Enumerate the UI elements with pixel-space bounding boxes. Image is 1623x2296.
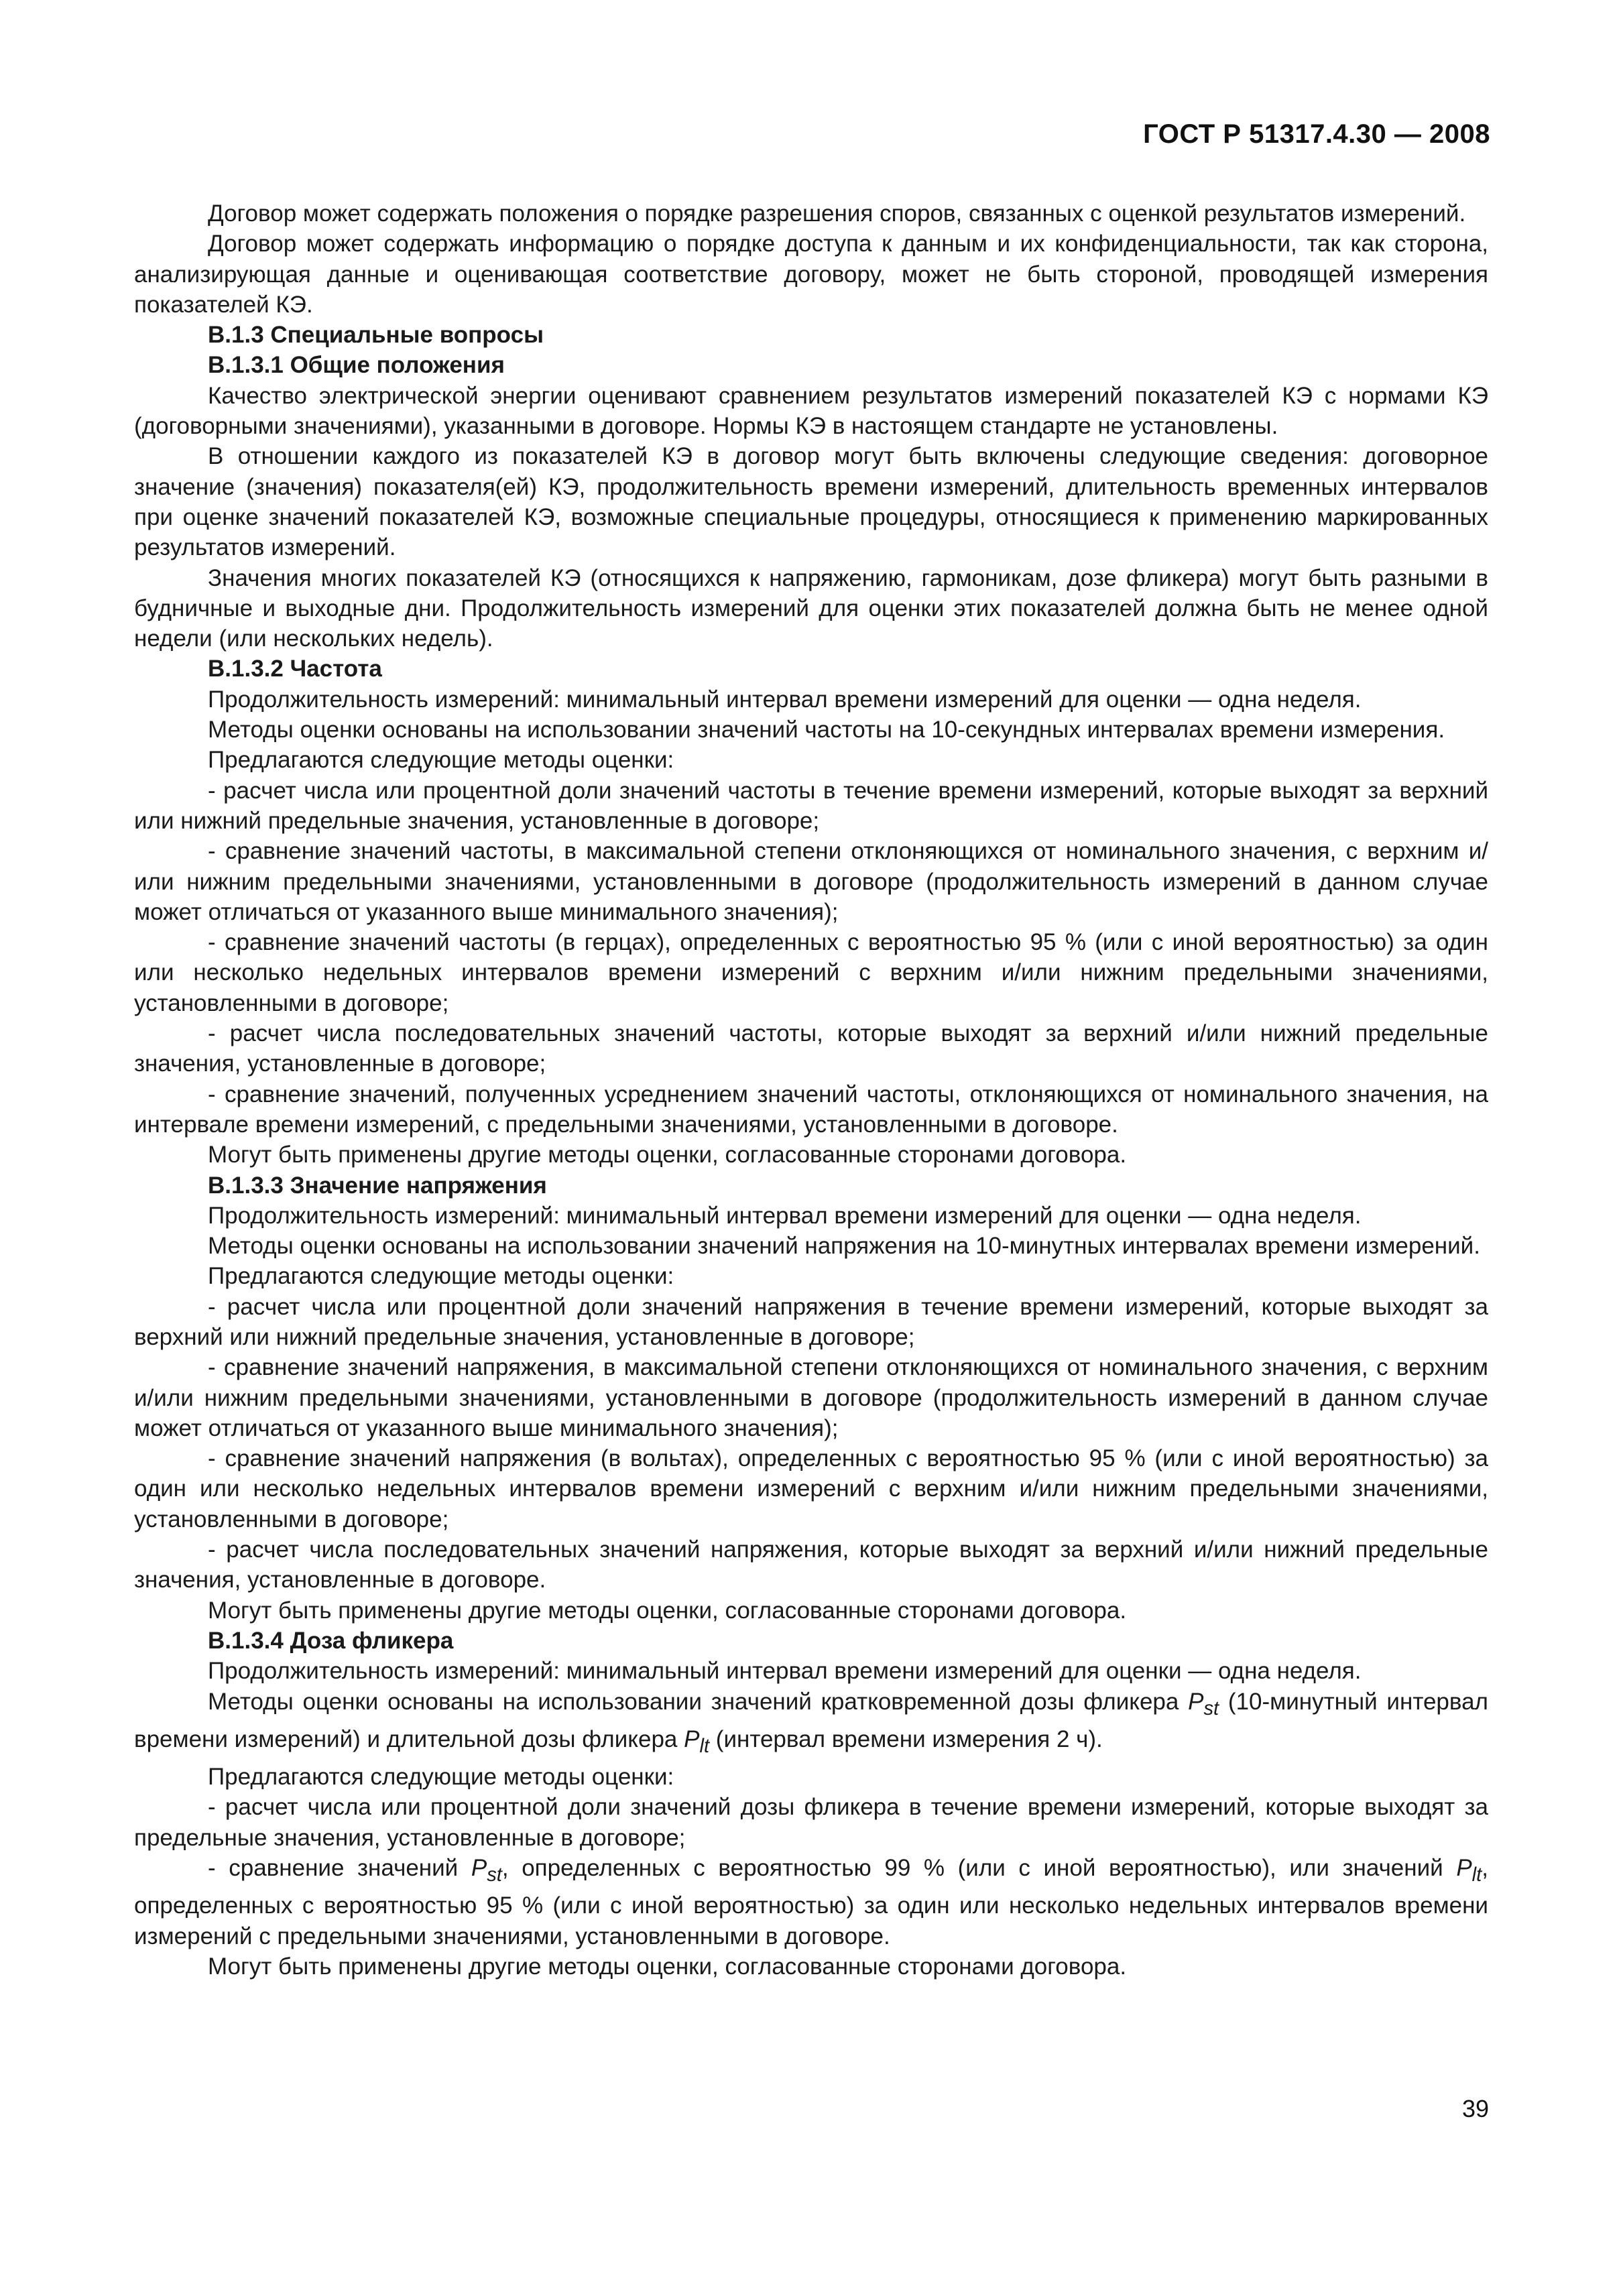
subsection-heading: В.1.3.1 Общие положения	[208, 352, 505, 379]
list-item: - расчет числа последовательных значений частоты, которые выходят за верхний и/или нижний предельные значения, установленные в договоре;	[134, 1020, 1488, 1077]
paragraph: В отношении каждого из показателей КЭ в договор могут быть включены следующие сведения: договорное значение (значения) показателя(ей) КЭ, продолжительность времени измерений, длительность временных интервалов при оценке значений показателей КЭ, возможные специальные процедуры, относящиеся к применению маркированных результатов измерений.	[134, 443, 1488, 561]
list-item: - расчет числа или процентной доли значений частоты в течение времени измерений, которые выходят за верхний или нижний предельные значения, установленные в договоре;	[134, 777, 1488, 834]
list-item: - расчет числа или процентной доли значений напряжения в течение времени измерений, которые выходят за верхний или нижний предельные значения, установленные в договоре;	[134, 1293, 1488, 1350]
document-header: ГОСТ Р 51317.4.30 — 2008	[1143, 119, 1490, 149]
list-item: - сравнение значений, полученных усреднением значений частоты, отклоняющихся от номинального значения, на интервале времени измерений, с предельными значениями, установленными в договоре.	[134, 1081, 1488, 1138]
paragraph: Предлагаются следующие методы оценки:	[208, 1764, 674, 1791]
list-item: - сравнение значений частоты (в герцах), определенных с вероятностью 95 % (или с иной вероятностью) за один или несколько недельных интервалов времени измерений с верхним и/или нижним предельными значениями, установленными в договоре;	[134, 929, 1488, 1016]
paragraph: Могут быть применены другие методы оценки, согласованные сторонами договора.	[208, 1953, 1127, 1980]
symbol-lt: lt	[1471, 1864, 1482, 1886]
paragraph: Продолжительность измерений: минимальный интервал времени измерений для оценки — одна неделя.	[208, 1202, 1362, 1229]
text-fragment: , определенных с вероятностью 99 % (или с иной вероятностью), или значений	[501, 1855, 1443, 1882]
symbol-p: P	[684, 1726, 700, 1752]
symbol-p: P	[471, 1855, 487, 1882]
section-heading: В.1.3 Специальные вопросы	[208, 322, 544, 349]
paragraph: Методы оценки основаны на использовании значений напряжения на 10-минутных интервалах времени измерений.	[208, 1233, 1480, 1260]
paragraph: Могут быть применены другие методы оценки, согласованные сторонами договора.	[208, 1142, 1127, 1168]
paragraph: Значения многих показателей КЭ (относящихся к напряжению, гармоникам, дозе фликера) могут быть разными в будничные и выходные дни. Продолжительность измерений для оценки этих показателей должна быть не менее одной недели (или нескольких недель).	[134, 564, 1488, 652]
symbol-st: st	[1203, 1697, 1219, 1719]
list-item: - расчет числа или процентной доли значений дозы фликера в течение времени измерений, которые выходят за предельные значения, установленные в договоре;	[134, 1794, 1488, 1851]
paragraph: Продолжительность измерений: минимальный интервал времени измерений для оценки — одна неделя.	[208, 1658, 1362, 1685]
page-number: 39	[1461, 2095, 1489, 2122]
subsection-heading: В.1.3.2 Частота	[208, 656, 382, 682]
symbol-lt: lt	[699, 1735, 710, 1757]
paragraph: Методы оценки основаны на использовании значений частоты на 10-секундных интервалах времени измерения.	[208, 717, 1445, 743]
symbol-p: P	[1188, 1688, 1204, 1715]
paragraph: Продолжительность измерений: минимальный интервал времени измерений для оценки — одна неделя.	[208, 686, 1362, 713]
text-fragment: , определенных с вероятностью 95 % (или с иной вероятностью) за один или несколько недельных интервалов времени измерений с предельными значениями, установленными в договоре.	[134, 1855, 1488, 1949]
paragraph: Предлагаются следующие методы оценки:	[208, 747, 674, 774]
paragraph	[134, 1687, 1488, 1762]
symbol-st: st	[487, 1864, 502, 1886]
text-fragment: (интервал времени измерения 2 ч).	[715, 1726, 1103, 1752]
list-item: - сравнение значений частоты, в максимальной степени отклоняющихся от номинального значения, с верхним и/или нижним предельными значениями, установленными в договоре (продолжительность измерений в данном случае может отличаться от указанного выше минимального значения);	[134, 838, 1488, 925]
paragraph: Предлагаются следующие методы оценки:	[208, 1263, 674, 1290]
text-fragment: - сравнение значений	[208, 1855, 459, 1882]
list-item	[134, 1853, 1488, 1951]
subsection-heading: В.1.3.4 Доза фликера	[208, 1627, 454, 1654]
list-item: - сравнение значений напряжения (в вольтах), определенных с вероятностью 95 % (или с иной вероятностью) за один или несколько недельных интервалов времени измерений с верхним и/или нижним предельными значениями, установленными в договоре;	[134, 1445, 1488, 1532]
list-item: - расчет числа последовательных значений напряжения, которые выходят за верхний и/или нижний предельные значения, установленные в договоре.	[134, 1536, 1488, 1593]
paragraph: Договор может содержать положения о порядке разрешения споров, связанных с оценкой результатов измерений.	[208, 200, 1466, 227]
symbol-p: P	[1456, 1855, 1472, 1882]
paragraph: Договор может содержать информацию о порядке доступа к данным и их конфиденциальности, так как сторона, анализирующая данные и оценивающая соответствие договору, может не быть стороной, проводящей измерения показателей КЭ.	[134, 231, 1488, 318]
text-fragment: Методы оценки основаны на использовании значений кратковременной дозы фликера	[208, 1688, 1179, 1715]
document-body	[134, 198, 1488, 1982]
text-fragment: (10-минутный интервал времени измерений) и длительной дозы фликера	[134, 1688, 1488, 1752]
paragraph: Качество электрической энергии оценивают сравнением результатов измерений показателей КЭ с нормами КЭ (договорными значениями), указанными в договоре. Нормы КЭ в настоящем стандарте не установлены.	[134, 382, 1488, 440]
subsection-heading: В.1.3.3 Значение напряжения	[208, 1172, 547, 1199]
list-item: - сравнение значений напряжения, в максимальной степени отклоняющихся от номинального значения, с верхним и/или нижним предельными значениями, установленными в договоре (продолжительность измерений в данном случае может отличаться от указанного выше минимального значения);	[134, 1354, 1488, 1441]
paragraph: Могут быть применены другие методы оценки, согласованные сторонами договора.	[208, 1597, 1127, 1624]
